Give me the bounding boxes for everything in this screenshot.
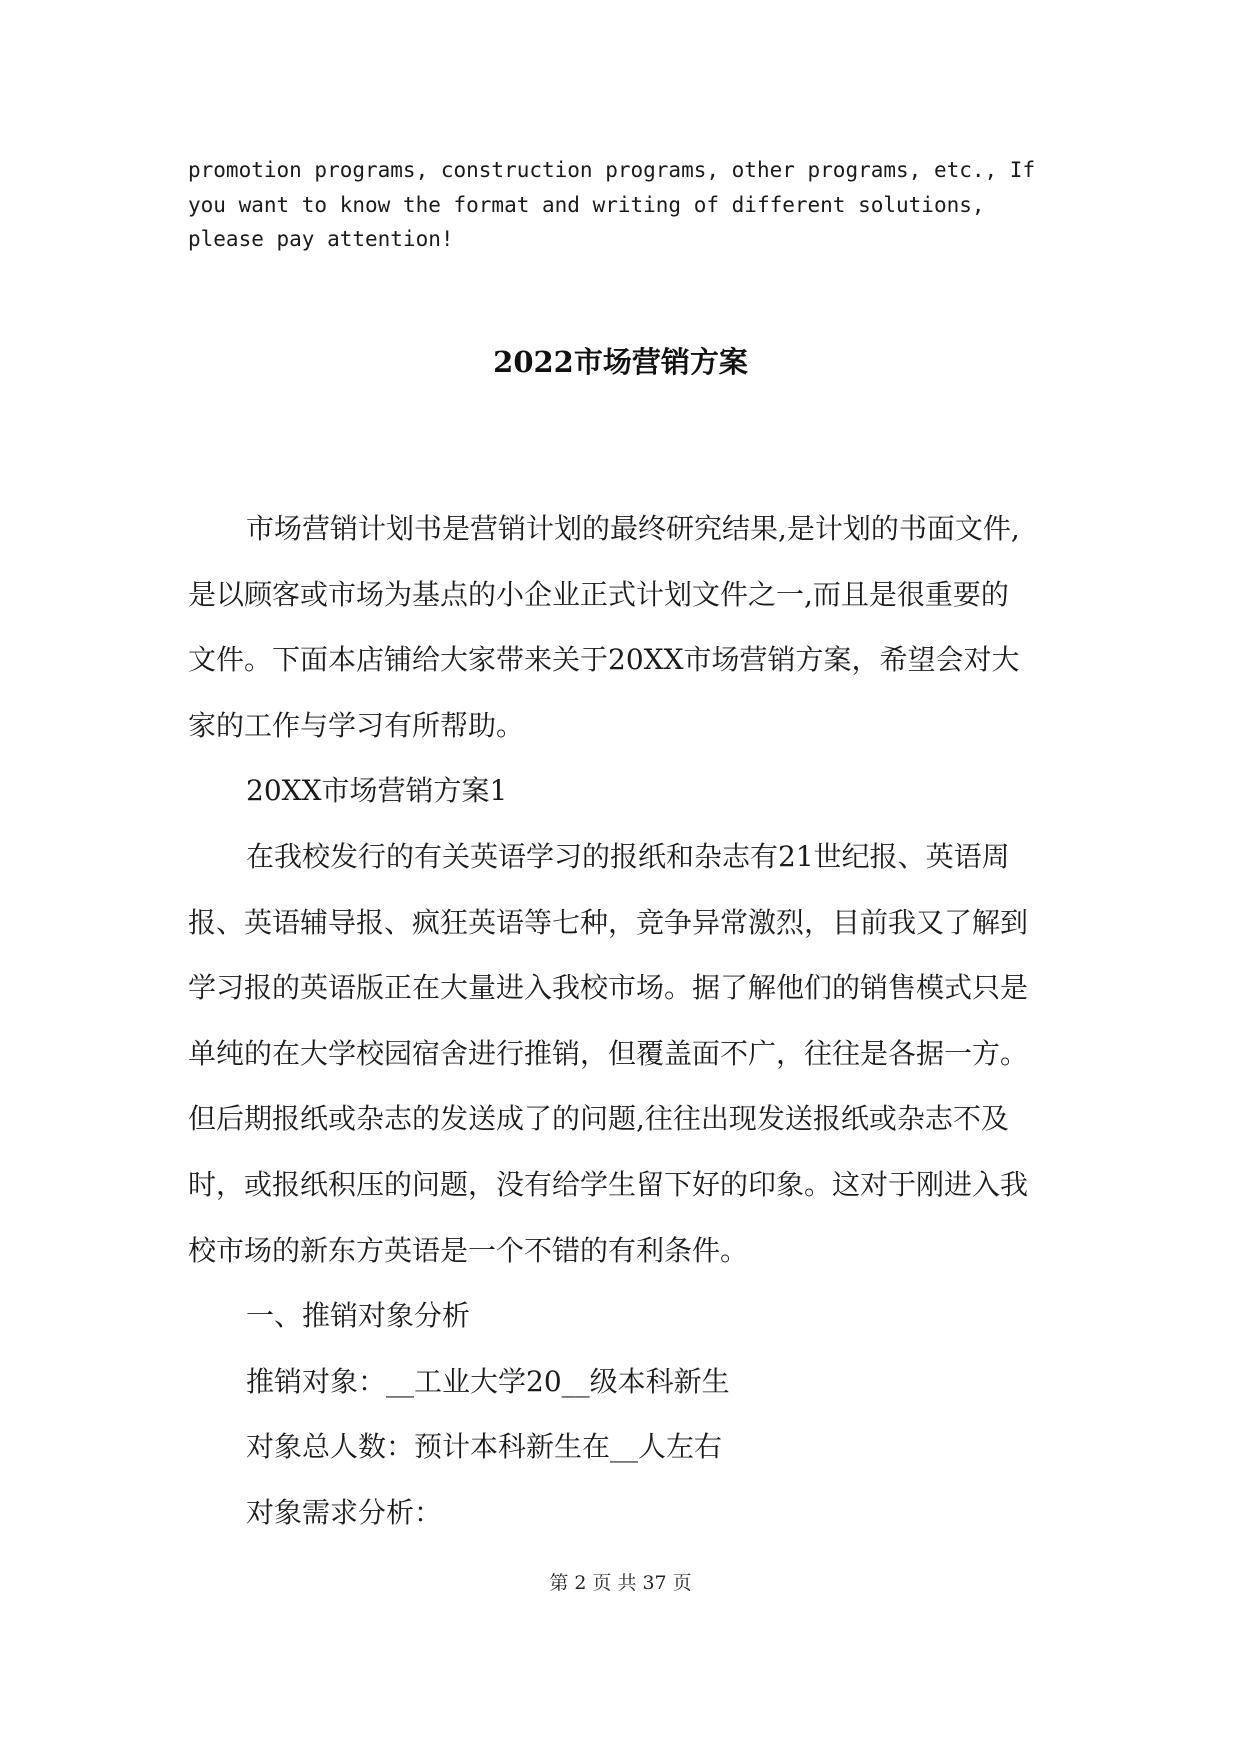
footer-prefix: 第 xyxy=(549,1572,569,1594)
intro-line: you want to know the format and writing of different solutions, xyxy=(188,192,985,217)
body-line: 但后期报纸或杂志的发送成了的问题,往往出现发送报纸或杂志不及 xyxy=(188,1102,1009,1136)
body-line: 推销对象：__工业大学20__级本科新生 xyxy=(246,1364,730,1398)
body-line: 单纯的在大学校园宿舍进行推销，但覆盖面不广，往往是各据一方。 xyxy=(188,1036,1029,1070)
intro-english-paragraph xyxy=(188,153,1068,257)
body-line: 市场营销计划书是营销计划的最终研究结果,是计划的书面文件, xyxy=(246,512,1020,545)
body-line: 对象需求分析： xyxy=(246,1495,443,1529)
body-line: 家的工作与学习有所帮助。 xyxy=(188,708,525,742)
document-body xyxy=(188,496,1068,1546)
section-heading: 20XX市场营销方案1 xyxy=(246,774,508,808)
subsection-heading: 一、推销对象分析 xyxy=(246,1299,471,1333)
body-line: 时，或报纸积压的问题，没有给学生留下好的印象。这对于刚进入我 xyxy=(188,1167,1029,1201)
intro-line: please pay attention! xyxy=(188,227,454,251)
footer-total-pages: 37 xyxy=(642,1572,667,1594)
body-line: 对象总人数：预计本科新生在__人左右 xyxy=(246,1430,723,1464)
page-footer xyxy=(0,1568,1241,1595)
footer-page-number: 2 xyxy=(574,1572,587,1594)
body-line: 校市场的新东方英语是一个不错的有利条件。 xyxy=(188,1233,749,1267)
body-line: 文件。下面本店铺给大家带来关于20XX市场营销方案，希望会对大 xyxy=(188,643,1020,677)
body-line: 报、英语辅导报、疯狂英语等七种，竞争异常激烈，目前我又了解到 xyxy=(188,905,1029,939)
body-line: 学习报的英语版正在大量进入我校市场。据了解他们的销售模式只是 xyxy=(188,971,1029,1005)
footer-middle: 页 共 xyxy=(592,1572,637,1594)
intro-line: promotion programs, construction programs, other programs, etc., If xyxy=(188,158,1036,182)
body-line: 是以顾客或市场为基点的小企业正式计划文件之一,而且是很重要的 xyxy=(188,577,1009,611)
body-line: 在我校发行的有关英语学习的报纸和杂志有21世纪报、英语周 xyxy=(246,839,1010,873)
document-title: 2022市场营销方案 xyxy=(493,345,748,379)
footer-suffix: 页 xyxy=(672,1572,692,1594)
